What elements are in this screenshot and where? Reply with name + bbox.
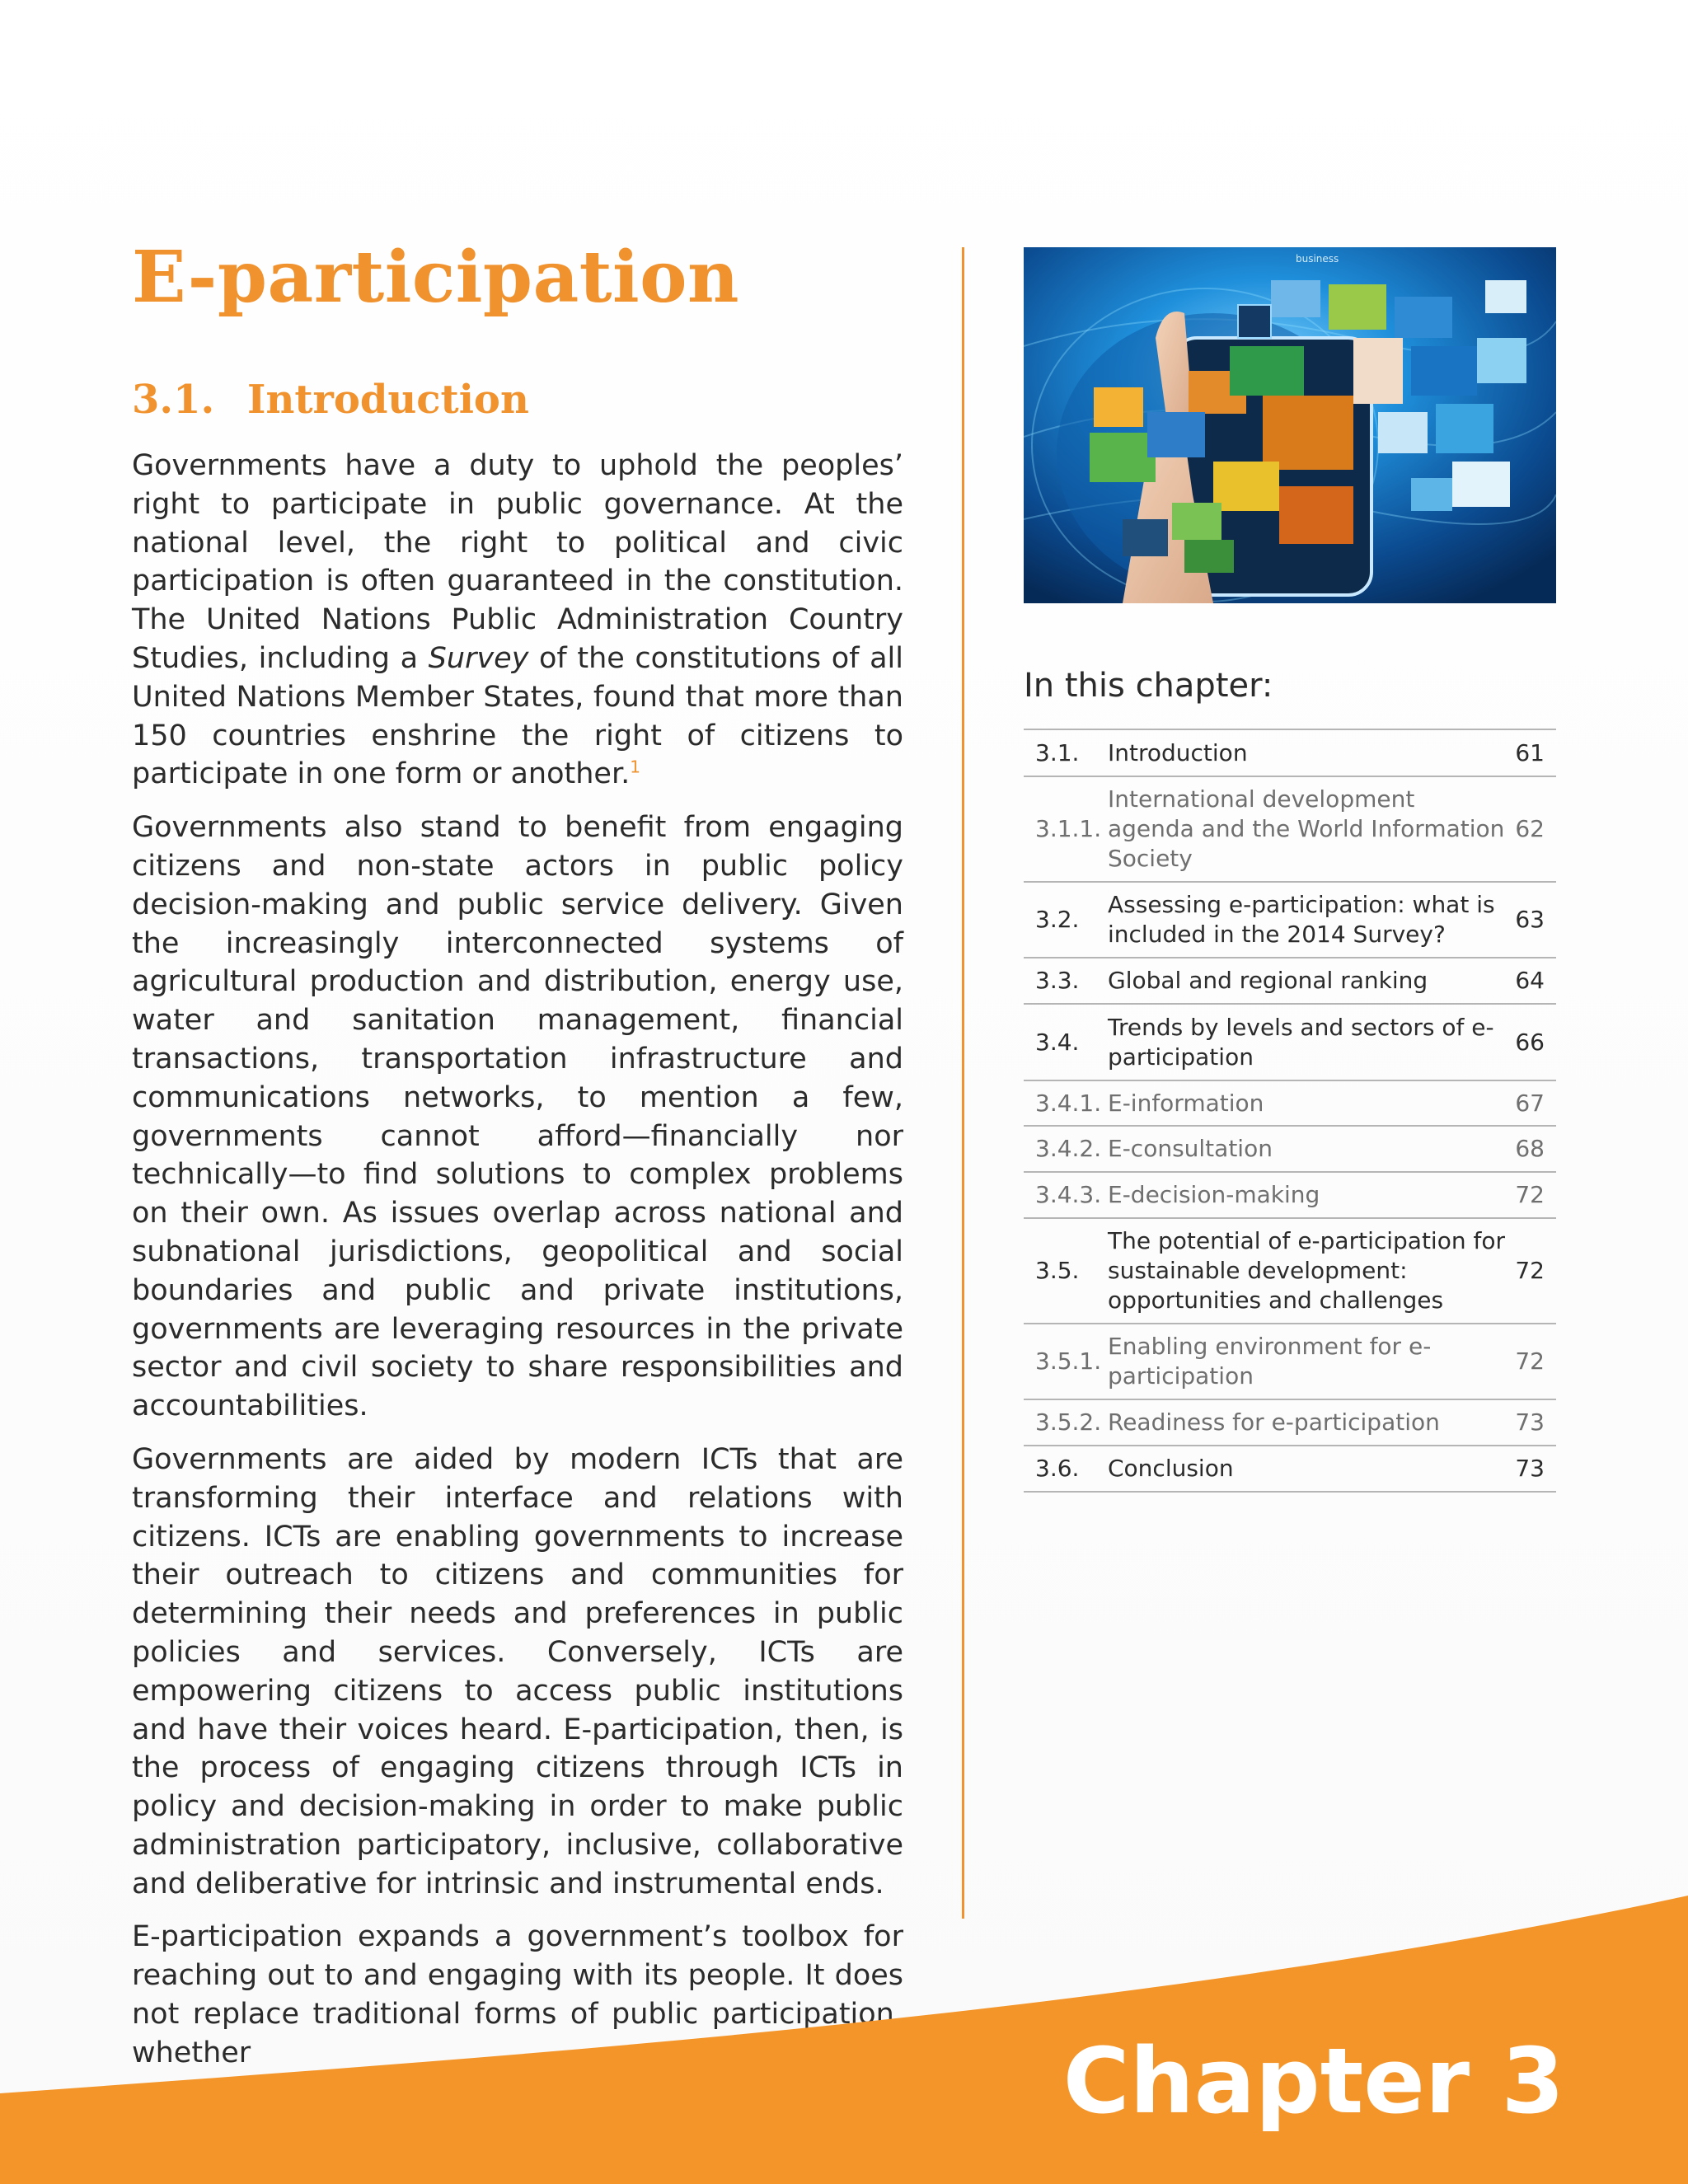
toc-number: 3.4.: [1035, 1028, 1080, 1056]
toc-number: 3.5.: [1035, 1257, 1080, 1284]
toc-row-3-4-1[interactable]: [1024, 1081, 1556, 1127]
chapter-hero-image: [1024, 247, 1556, 603]
toc-page: 72: [1515, 1181, 1545, 1208]
toc-row-3-3[interactable]: [1024, 958, 1556, 1005]
toc-number: 3.6.: [1035, 1455, 1080, 1482]
hero-sign-text: business: [1296, 253, 1339, 265]
toc-title: E-consultation: [1108, 1135, 1273, 1162]
toc-row-3-4-3[interactable]: [1024, 1173, 1556, 1219]
body-text: [132, 447, 903, 2088]
toc-page: 64: [1515, 967, 1545, 994]
toc-title: Assessing e-participation: what is included in the 2014 Survey?: [1108, 891, 1495, 948]
column-divider: [962, 247, 964, 1919]
toc-row-3-1-1[interactable]: [1024, 777, 1556, 883]
toc-number: 3.2.: [1035, 906, 1080, 933]
paragraph-1: [132, 447, 903, 794]
toc-row-3-5[interactable]: [1024, 1219, 1556, 1324]
section-heading: [132, 373, 529, 427]
toc-title: The potential of e-participation for sustainable development: opportunities and challenges: [1108, 1227, 1505, 1314]
paragraph-1-text-a: Governments have a duty to uphold the peoples’ right to participate in public governance. At the national level, the right to political and civic participation is often guaranteed in the constitution. The United Nations Public Administration Country Studies, including a: [132, 449, 903, 675]
section-number: 3.1.: [132, 377, 215, 423]
toc-row-3-5-1[interactable]: [1024, 1324, 1556, 1400]
chapter-title: E-participation: [132, 236, 740, 319]
toc-page: 63: [1515, 906, 1545, 933]
toc-row-3-6[interactable]: [1024, 1446, 1556, 1493]
section-title: Introduction: [247, 377, 529, 423]
toc-row-3-4-2[interactable]: [1024, 1127, 1556, 1173]
toc-page: 67: [1515, 1089, 1545, 1117]
toc-title: International development agenda and the World Information Society: [1108, 785, 1505, 872]
toc-number: 3.4.3.: [1035, 1181, 1102, 1208]
toc-number: 3.5.2.: [1035, 1408, 1102, 1436]
toc-number: 3.4.2.: [1035, 1135, 1102, 1162]
toc-page: 61: [1515, 738, 1545, 766]
chapter-label: Chapter 3: [1062, 2028, 1564, 2134]
paragraph-1-text-b: of the constitutions of all United Nations Member States, found that more than 150 countries enshrine the right of citizens to participate in one form or another.: [132, 641, 903, 791]
toc-title: Global and regional ranking: [1108, 967, 1428, 994]
toc-page: 72: [1515, 1347, 1545, 1375]
toc-number: 3.1.1.: [1035, 815, 1102, 842]
toc-number: 3.1.: [1035, 738, 1080, 766]
paragraph-3: Governments are aided by modern ICTs that are transforming their interface and relations with citizens. ICTs are enabling governments to increase their outreach to citizens and communities for determining their needs and preferences in public policies and services. Conversely, ICTs are empowering citizens to access public institutions and have their voices heard. E-participation, then, is the process of engaging citizens through ICTs in policy and decision-making in order to make public administration participatory, inclusive, collaborative and deliberative for intrinsic and instrumental ends.: [132, 1442, 903, 1900]
toc-number: 3.5.1.: [1035, 1347, 1102, 1375]
paragraph-2: Governments also stand to benefit from engaging citizens and non-state actors in public policy decision-making and public service delivery. Given the increasingly interconnected systems of agricultural production and distribution, energy use, water and sanitation management, financial transactions, transportation infrastructure and communications networks, to mention a few, governments cannot afford—financially nor technically—to find solutions to complex problems on their own. As issues overlap across national and subnational jurisdictions, geopolitical and social boundaries and public and private institutions, governments are leveraging resources in the private sector and civil society to share responsibilities and accountabilities.: [132, 811, 903, 1423]
toc-number: 3.4.1.: [1035, 1089, 1102, 1117]
toc-heading: In this chapter:: [1024, 667, 1273, 705]
toc-page: 72: [1515, 1257, 1545, 1284]
paragraph-4: E-participation expands a government’s toolbox for reaching out to and engaging with its people. It does not replace traditional forms of public participation, whether: [132, 1920, 903, 2069]
toc-page: 73: [1515, 1455, 1545, 1482]
toc-page: 66: [1515, 1028, 1545, 1056]
toc-title: Enabling environment for e-participation: [1108, 1333, 1432, 1390]
toc-title: Trends by levels and sectors of e-participation: [1108, 1013, 1494, 1071]
toc-page: 62: [1515, 815, 1545, 842]
toc-row-3-2[interactable]: [1024, 883, 1556, 958]
toc-title: Conclusion: [1108, 1455, 1234, 1482]
toc-title: Readiness for e-participation: [1108, 1408, 1440, 1436]
survey-emphasis: Survey: [428, 641, 529, 675]
toc-row-3-5-2[interactable]: [1024, 1400, 1556, 1446]
toc-number: 3.3.: [1035, 967, 1080, 994]
toc-row-3-4[interactable]: [1024, 1005, 1556, 1081]
toc-page: 68: [1515, 1135, 1545, 1162]
toc-title: E-decision-making: [1108, 1181, 1320, 1208]
table-of-contents: [1024, 729, 1556, 1493]
toc-page: 73: [1515, 1408, 1545, 1436]
toc-title: E-information: [1108, 1089, 1264, 1117]
toc-title: Introduction: [1108, 738, 1248, 766]
footnote-marker[interactable]: 1: [630, 757, 640, 777]
toc-row-3-1[interactable]: [1024, 730, 1556, 777]
